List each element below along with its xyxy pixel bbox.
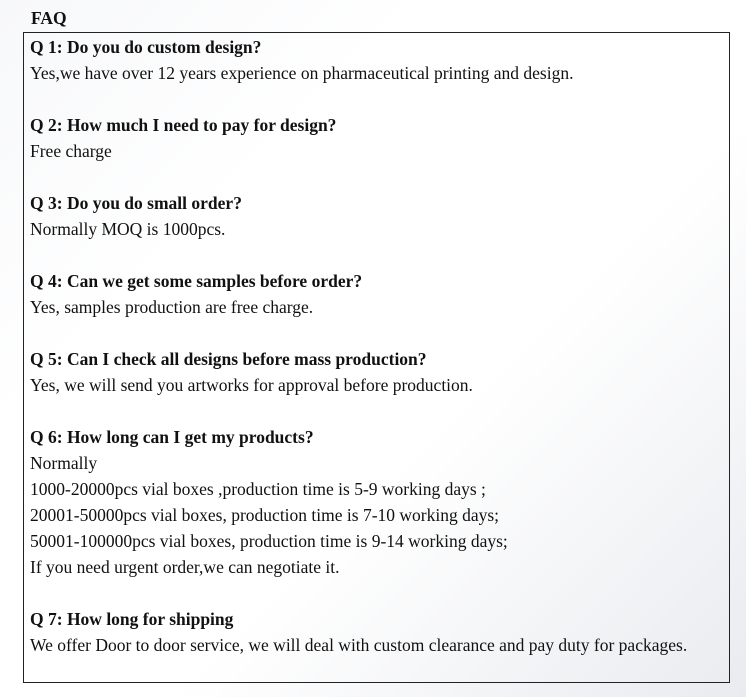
question-5: Q 5: Can I check all designs before mass production? (30, 349, 427, 369)
answer-6-line-2: 1000-20000pcs vial boxes ,production time is 5-9 working days ; (30, 479, 486, 499)
question-1: Q 1: Do you do custom design? (30, 37, 262, 57)
faq-item-1 (30, 34, 724, 86)
answer-1-line-1: Yes,we have over 12 years experience on pharmaceutical printing and design. (30, 63, 574, 83)
faq-heading: FAQ (31, 8, 67, 28)
answer-2-line-1: Free charge (30, 141, 112, 161)
answer-6-line-4: 50001-100000pcs vial boxes, production time is 9-14 working days; (30, 531, 508, 551)
answer-3-line-1: Normally MOQ is 1000pcs. (30, 219, 226, 239)
answer-7-line-1: We offer Door to door service, we will deal with custom clearance and pay duty for packages. (30, 635, 688, 655)
faq-item-6 (30, 424, 724, 580)
question-3: Q 3: Do you do small order? (30, 193, 242, 213)
faq-item-2 (30, 112, 724, 164)
answer-4-line-1: Yes, samples production are free charge. (30, 297, 314, 317)
answer-5-line-1: Yes, we will send you artworks for approval before production. (30, 375, 473, 395)
faq-box (23, 32, 730, 683)
question-6: Q 6: How long can I get my products? (30, 427, 314, 447)
answer-6-line-5: If you need urgent order,we can negotiate it. (30, 557, 340, 577)
faq-item-4 (30, 268, 724, 320)
answer-6-line-1: Normally (30, 453, 98, 473)
answer-6-line-3: 20001-50000pcs vial boxes, production time is 7-10 working days; (30, 505, 500, 525)
question-2: Q 2: How much I need to pay for design? (30, 115, 337, 135)
faq-item-7 (30, 606, 724, 658)
faq-item-5 (30, 346, 724, 398)
faq-item-3 (30, 190, 724, 242)
question-4: Q 4: Can we get some samples before order? (30, 271, 363, 291)
question-7: Q 7: How long for shipping (30, 609, 234, 629)
